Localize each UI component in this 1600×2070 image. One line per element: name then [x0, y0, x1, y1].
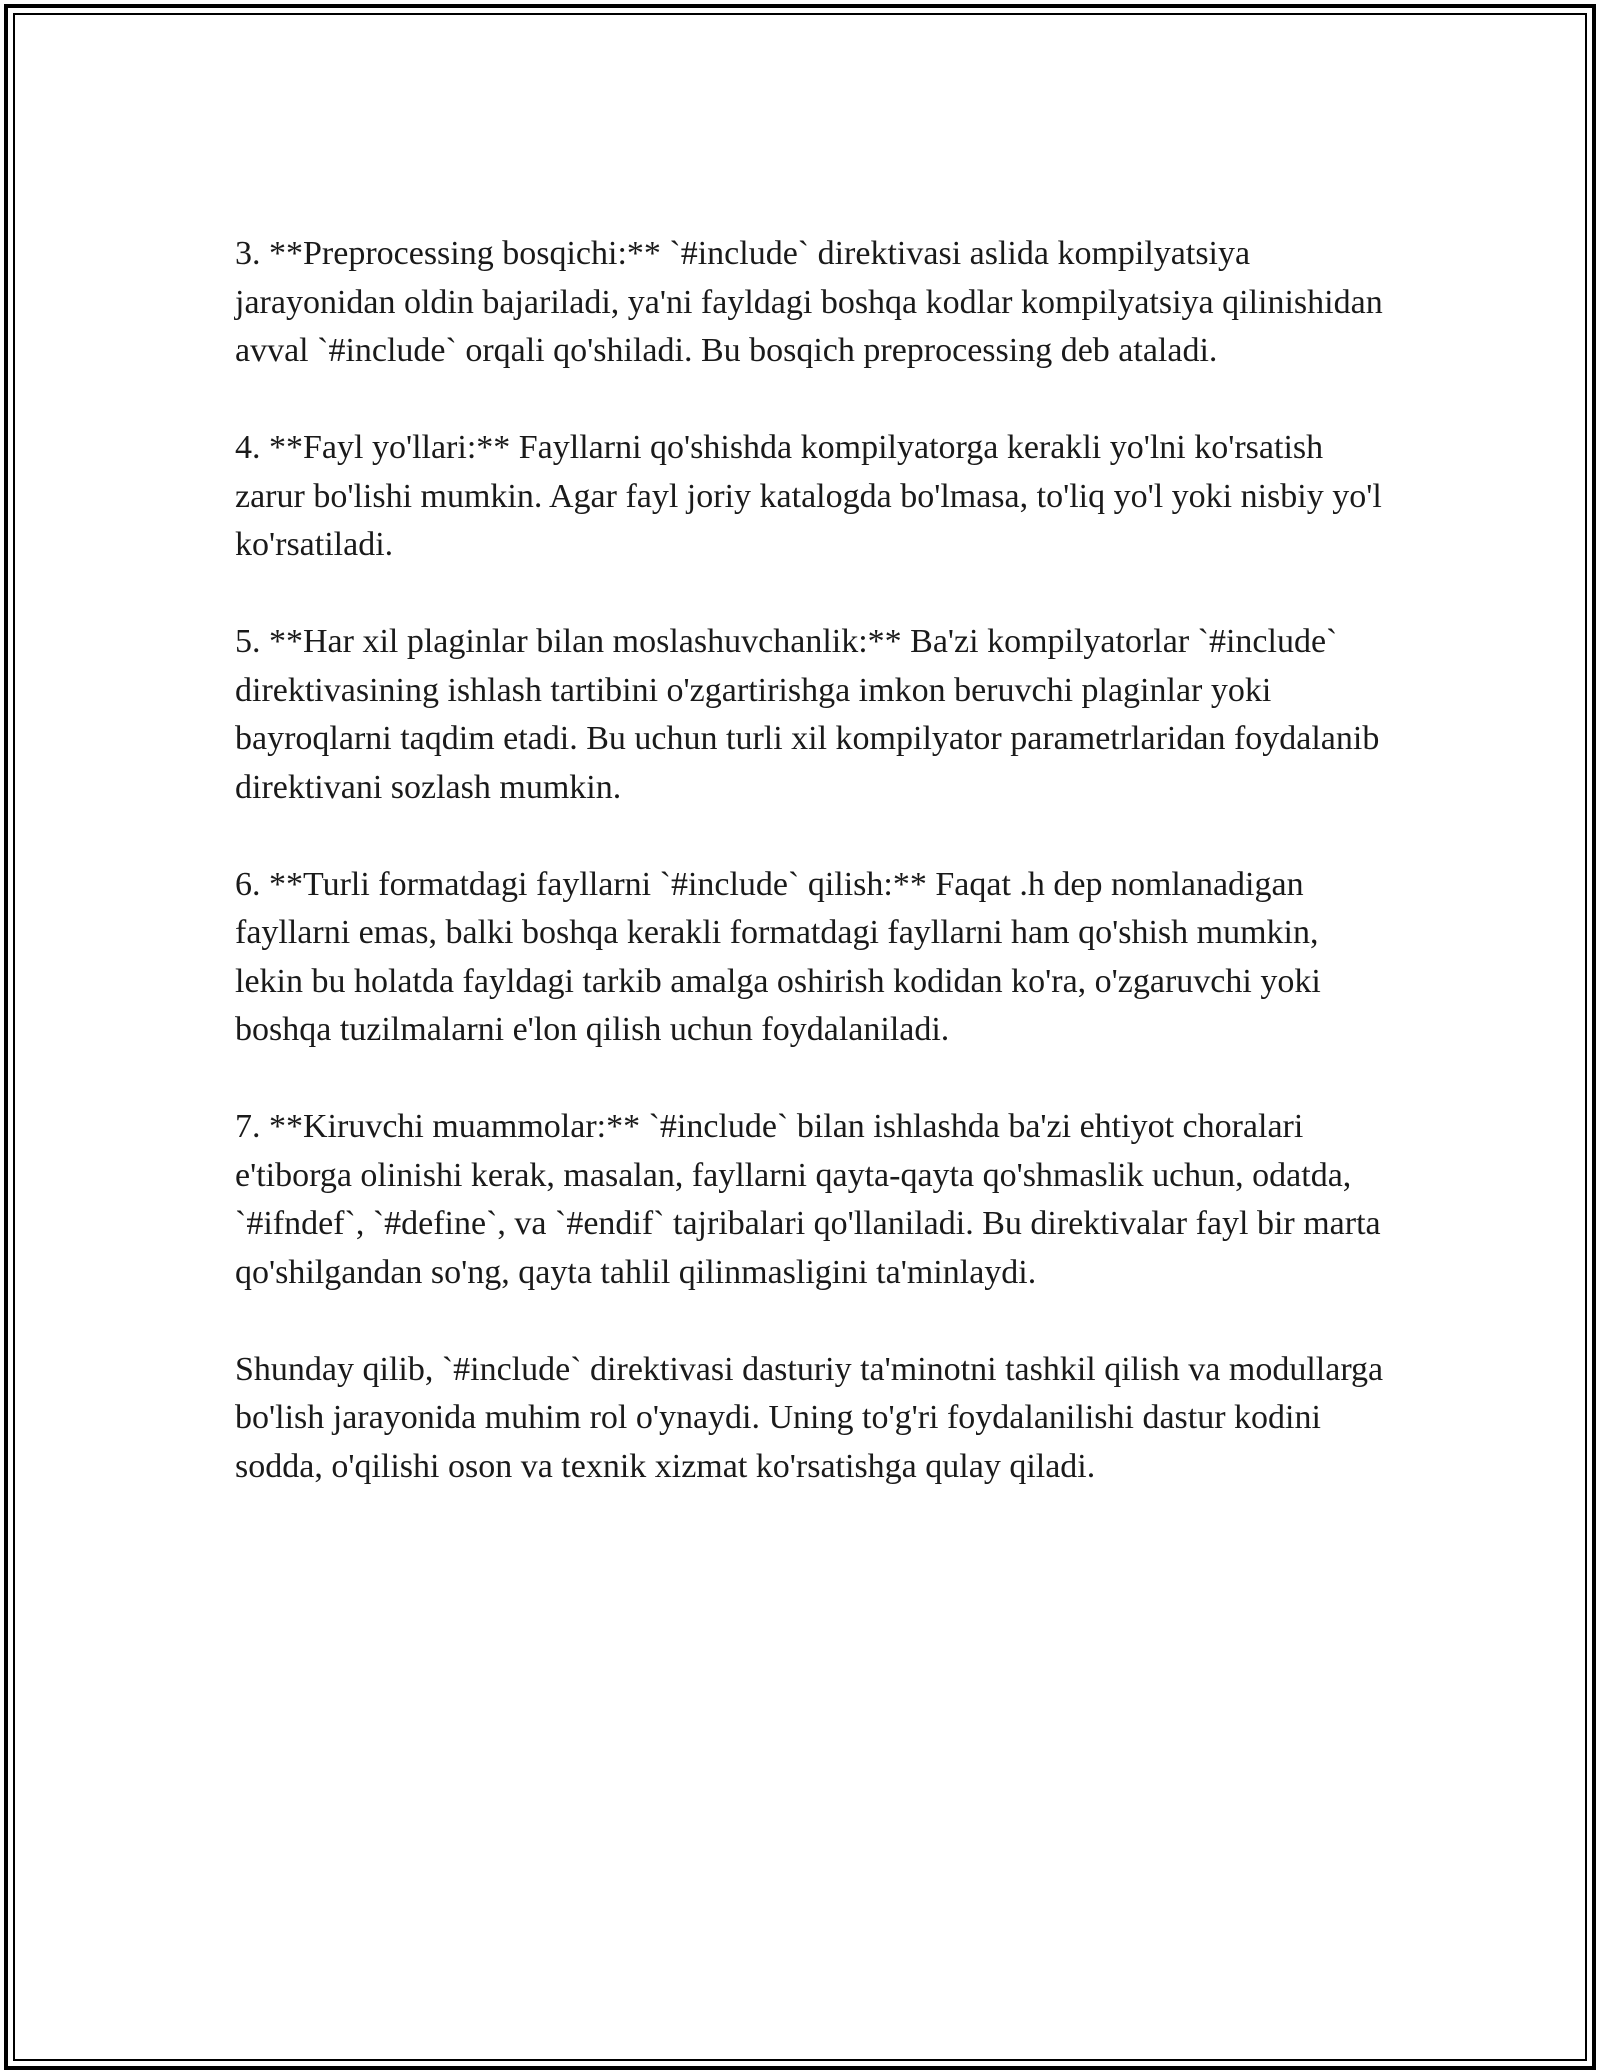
- paragraph-problems: 7. **Kiruvchi muammolar:** `#include` bilan ishlashda ba'zi ehtiyot choralari e'tiborga olinishi kerak, masalan, fayllarni qayta-qayta qo'shmaslik uchun, odatda, `#ifndef`, `#define`, va `#endif` tajribalari qo'llaniladi. Bu direktivalar fayl bir marta qo'shilgandan so'ng, qayta tahlil qilinmasligini ta'minlaydi.: [235, 1108, 1381, 1291]
- paragraph-plugins: 5. **Har xil plaginlar bilan moslashuvchanlik:** Ba'zi kompilyatorlar `#include` direktivasining ishlash tartibini o'zgartirishga imkon beruvchi plaginlar yoki bayroqlarni taqdim etadi. Bu uchun turli xil kompilyator parametrlaridan foydalanib direktivani sozlash mumkin.: [235, 623, 1380, 806]
- document-body: [235, 230, 1385, 1540]
- paragraph-file-paths: 4. **Fayl yo'llari:** Fayllarni qo'shishda kompilyatorga kerakli yo'lni ko'rsatish zarur bo'lishi mumkin. Agar fayl joriy katalogda bo'lmasa, to'liq yo'l yoki nisbiy yo'l ko'rsatiladi.: [235, 429, 1382, 563]
- paragraph-preprocessing: 3. **Preprocessing bosqichi:** `#include` direktivasi aslida kompilyatsiya jarayonidan oldin bajariladi, ya'ni fayldagi boshqa kodlar kompilyatsiya qilinishidan avval `#include` orqali qo'shiladi. Bu bosqich preprocessing deb ataladi.: [235, 235, 1383, 369]
- paragraph-conclusion: Shunday qilib, `#include` direktivasi dasturiy ta'minotni tashkil qilish va modullarga bo'lish jarayonida muhim rol o'ynaydi. Uning to'g'ri foydalanilishi dastur kodini sodda, o'qilishi oson va texnik xizmat ko'rsatishga qulay qiladi.: [235, 1350, 1384, 1485]
- paragraph-formats: 6. **Turli formatdagi fayllarni `#include` qilish:** Faqat .h dep nomlanadigan fayllarni emas, balki boshqa kerakli formatdagi fayllarni ham qo'shish mumkin, lekin bu holatda fayldagi tarkib amalga oshirish kodidan ko'ra, o'zgaruvchi yoki boshqa tuzilmalarni e'lon qilish uchun foydalaniladi.: [235, 865, 1321, 1048]
